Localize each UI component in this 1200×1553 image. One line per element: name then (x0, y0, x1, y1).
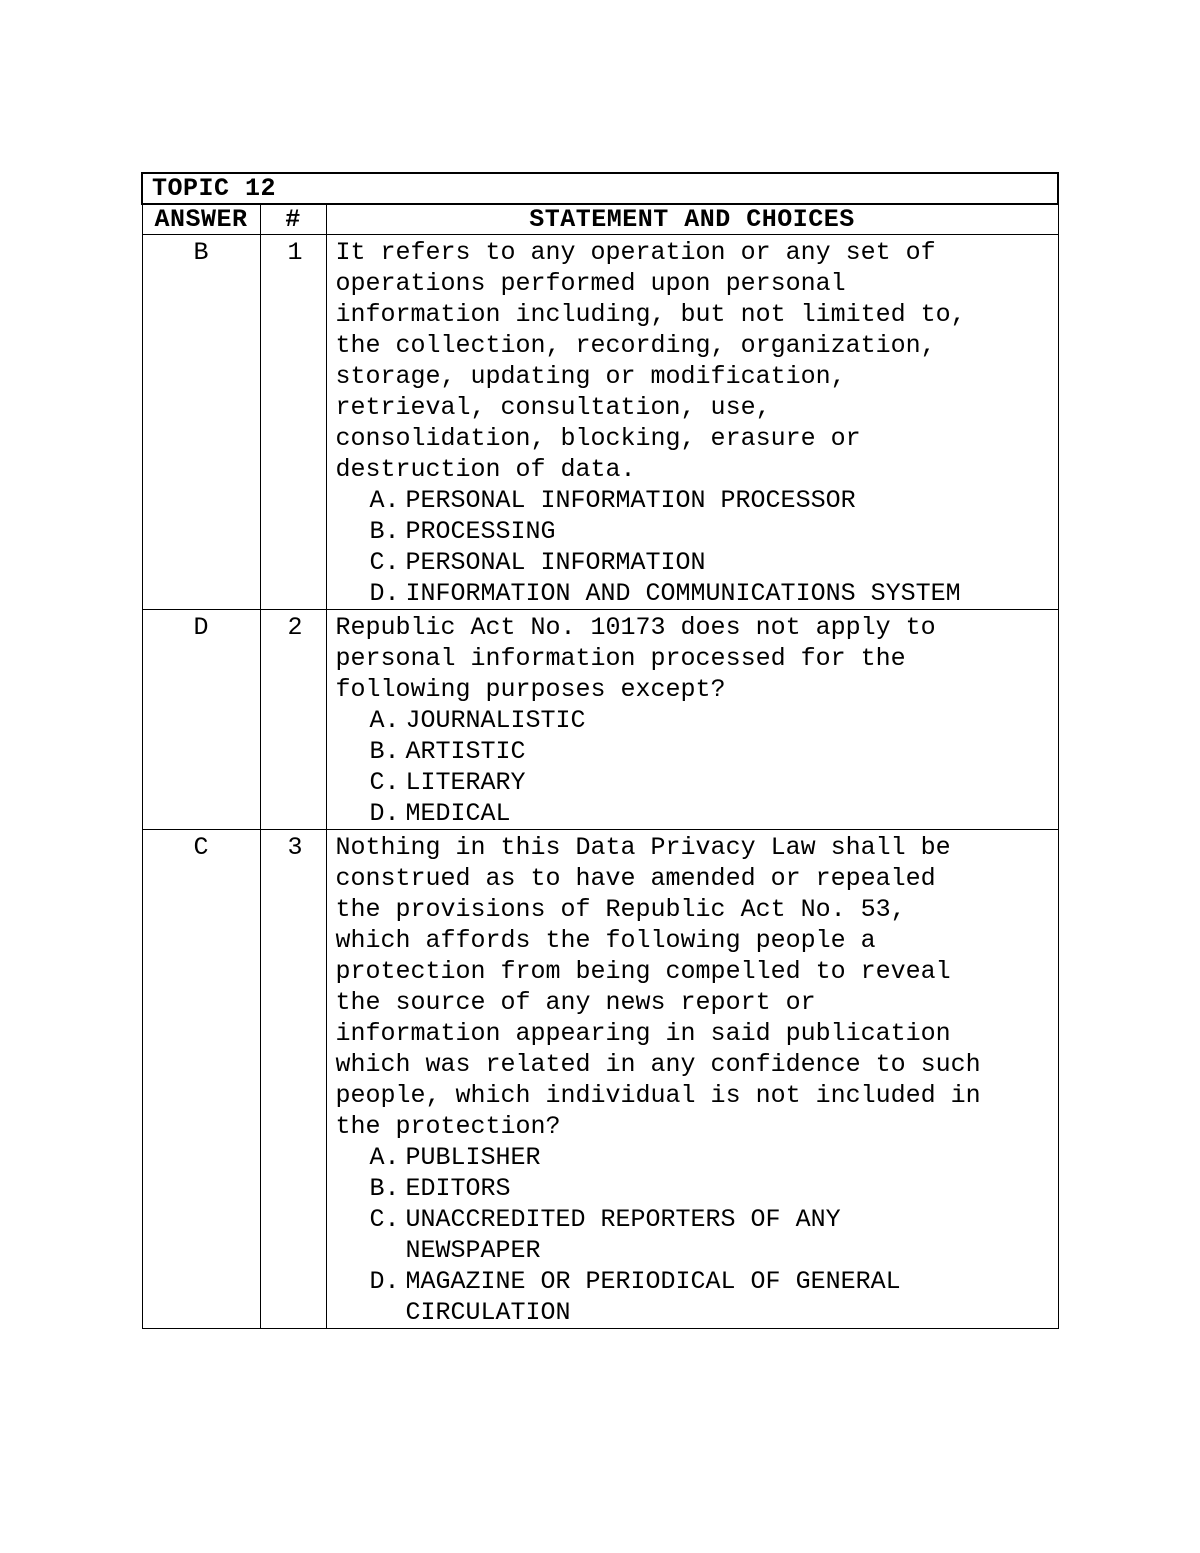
choice-item (370, 767, 1054, 798)
choice-item (370, 1266, 1054, 1328)
header-answer: ANSWER (142, 204, 260, 235)
choice-item (370, 798, 1054, 829)
choice-item (370, 705, 1054, 736)
choice-text: PROCESSING (405, 517, 556, 546)
choice-letter: A. (369, 706, 400, 735)
question-row-1 (142, 235, 1058, 610)
choice-list (336, 485, 1054, 609)
question-row-3 (142, 830, 1058, 1329)
choice-item (370, 736, 1054, 767)
choice-text: MAGAZINE OR PERIODICAL OF GENERAL CIRCULATION (405, 1267, 901, 1327)
choice-letter: A. (369, 486, 400, 515)
question-row-2 (142, 610, 1058, 830)
choice-letter: A. (369, 1143, 400, 1172)
choice-list (336, 1142, 1054, 1328)
choice-item (370, 516, 1054, 547)
statement-cell (326, 830, 1058, 1329)
choice-text: UNACCREDITED REPORTERS OF ANY NEWSPAPER (405, 1205, 841, 1265)
number-cell: 2 (260, 610, 326, 830)
choice-text: PERSONAL INFORMATION (405, 548, 706, 577)
number-cell: 1 (260, 235, 326, 610)
choice-item (370, 547, 1054, 578)
choice-text: PUBLISHER (405, 1143, 541, 1172)
choice-letter: C. (369, 1205, 400, 1234)
choice-text: EDITORS (405, 1174, 511, 1203)
choice-letter: B. (369, 737, 400, 766)
choice-letter: D. (369, 1267, 400, 1296)
choice-letter: B. (369, 517, 400, 546)
topic-table (141, 172, 1059, 1329)
choice-letter: C. (369, 548, 400, 577)
question-statement: Republic Act No. 10173 does not apply to personal information processed for the following purposes except? (335, 613, 936, 704)
choice-letter: C. (369, 768, 400, 797)
choice-item (370, 485, 1054, 516)
choice-text: PERSONAL INFORMATION PROCESSOR (405, 486, 856, 515)
answer-cell: B (142, 235, 260, 610)
choice-text: MEDICAL (405, 799, 511, 828)
choice-item (370, 578, 1054, 609)
answer-cell: C (142, 830, 260, 1329)
choice-letter: D. (369, 799, 400, 828)
choice-text: INFORMATION AND COMMUNICATIONS SYSTEM (405, 579, 961, 608)
header-statement: STATEMENT AND CHOICES (326, 204, 1058, 235)
choice-letter: D. (369, 579, 400, 608)
choice-text: JOURNALISTIC (405, 706, 586, 735)
answer-cell: D (142, 610, 260, 830)
number-cell: 3 (260, 830, 326, 1329)
choice-text: ARTISTIC (405, 737, 526, 766)
choice-item (370, 1204, 1054, 1266)
choice-letter: B. (369, 1174, 400, 1203)
topic-title: TOPIC 12 (142, 173, 1058, 204)
question-statement: It refers to any operation or any set of operations performed upon personal information including, but not limited to, the collection, recording, organization, storage, updating or modification, retrieval, consultation, use, consolidation, blocking, erasure or destruction of data. (335, 238, 966, 484)
header-number: # (260, 204, 326, 235)
statement-cell (326, 610, 1058, 830)
choice-item (370, 1142, 1054, 1173)
question-statement: Nothing in this Data Privacy Law shall be construed as to have amended or repealed the provisions of Republic Act No. 53, which affords the following people a protection from being compelled to reveal the source of any news report or information appearing in said publication which was related in any confidence to such people, which individual is not included in the protection? (335, 833, 981, 1141)
header-row (142, 204, 1058, 235)
choice-text: LITERARY (405, 768, 526, 797)
statement-cell (326, 235, 1058, 610)
choice-item (370, 1173, 1054, 1204)
topic-row (142, 173, 1058, 204)
choice-list (336, 705, 1054, 829)
